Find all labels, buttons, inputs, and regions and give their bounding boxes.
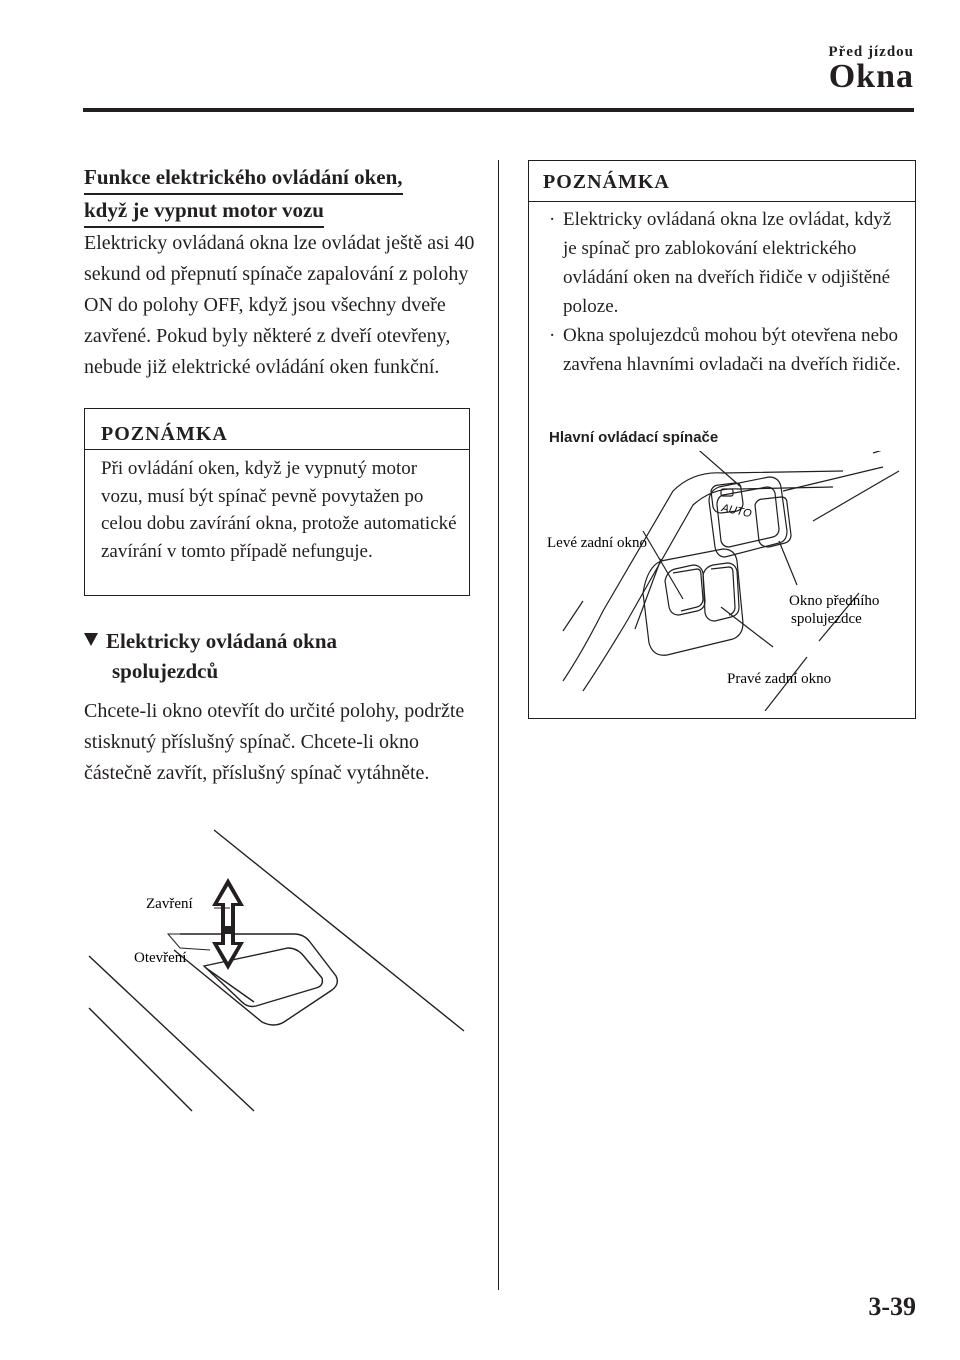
window-switch-illustration (84, 826, 484, 1126)
section-paragraph-engine-off: Elektricky ovládaná okna lze ovládat ještě asi 40 sekund od přepnutí spínače zapalování z polohy ON do polohy OFF, když jsou všechny dveře zavřené. Pokud byly některé z dveří otevřeny, nebude již elektrické ovládání oken funkční. (84, 232, 475, 378)
label-rear-right-window: Pravé zadní okno (727, 671, 832, 687)
arrow-icon (212, 878, 244, 970)
note-list-item (547, 321, 907, 379)
note-list-item-text: Okna spolujezdců mohou být otevřena nebo zavřena hlavními ovladači na dveřích řidiče. (563, 325, 901, 375)
note-divider (529, 201, 915, 202)
note-text: Při ovládání oken, když je vypnutý motor vozu, musí být spínač pevně povytažen po celou dobu zavírání okna, protože automatické zavírání v tomto případě nefunguje. (101, 458, 457, 562)
bullet-dot-icon: · (549, 209, 556, 230)
label-front-passenger-window-line2: spolujezdce (791, 611, 862, 627)
section-heading-engine-off (84, 162, 403, 228)
label-open: Otevření (134, 950, 187, 966)
figure-caption: Hlavní ovládací spínače (549, 429, 719, 446)
column-divider (498, 160, 499, 1290)
subsection-heading-passenger-windows (84, 626, 337, 686)
note-list-item-text: Elektricky ovládaná okna lze ovládat, když je spínač pro zablokování elektrického ovládání oken na dveřích řidiče v odjištěné poloze. (563, 209, 892, 317)
window-switch-figure (84, 826, 484, 1126)
master-switch-figure (543, 451, 903, 711)
auto-label: AUTO (720, 502, 753, 521)
header-chapter: Okna (828, 58, 914, 95)
subsection-paragraph: Chcete-li okno otevřít do určité polohy, podržte stisknutý příslušný spínač. Chcete-li okno částečně zavřít, příslušný spínač vytáhněte. (84, 700, 465, 784)
note-divider (85, 449, 469, 450)
label-rear-left-window: Levé zadní okno (547, 535, 647, 551)
subsection-heading-line1: Elektricky ovládaná okna (106, 629, 338, 653)
note-list (547, 205, 907, 379)
note-box-2 (528, 160, 916, 719)
note-title: POZNÁMKA (543, 171, 670, 193)
label-close: Zavření (146, 896, 193, 912)
page-number: 3-39 (868, 1292, 916, 1321)
note-list-item (547, 205, 907, 321)
subsection-heading-line2: spolujezdců (112, 659, 219, 683)
section-heading-line2: když je vypnut motor vozu (84, 195, 324, 228)
note-box-1 (84, 408, 470, 596)
triangle-bullet-icon (84, 633, 98, 646)
note-title: POZNÁMKA (101, 423, 228, 445)
header-rule (83, 108, 914, 112)
header-section: Před jízdou (828, 44, 914, 60)
label-front-passenger-window-line1: Okno předního (789, 593, 880, 609)
section-heading-line1: Funkce elektrického ovládání oken, (84, 162, 403, 195)
master-switch-illustration (543, 451, 903, 711)
bullet-dot-icon: · (549, 325, 556, 346)
